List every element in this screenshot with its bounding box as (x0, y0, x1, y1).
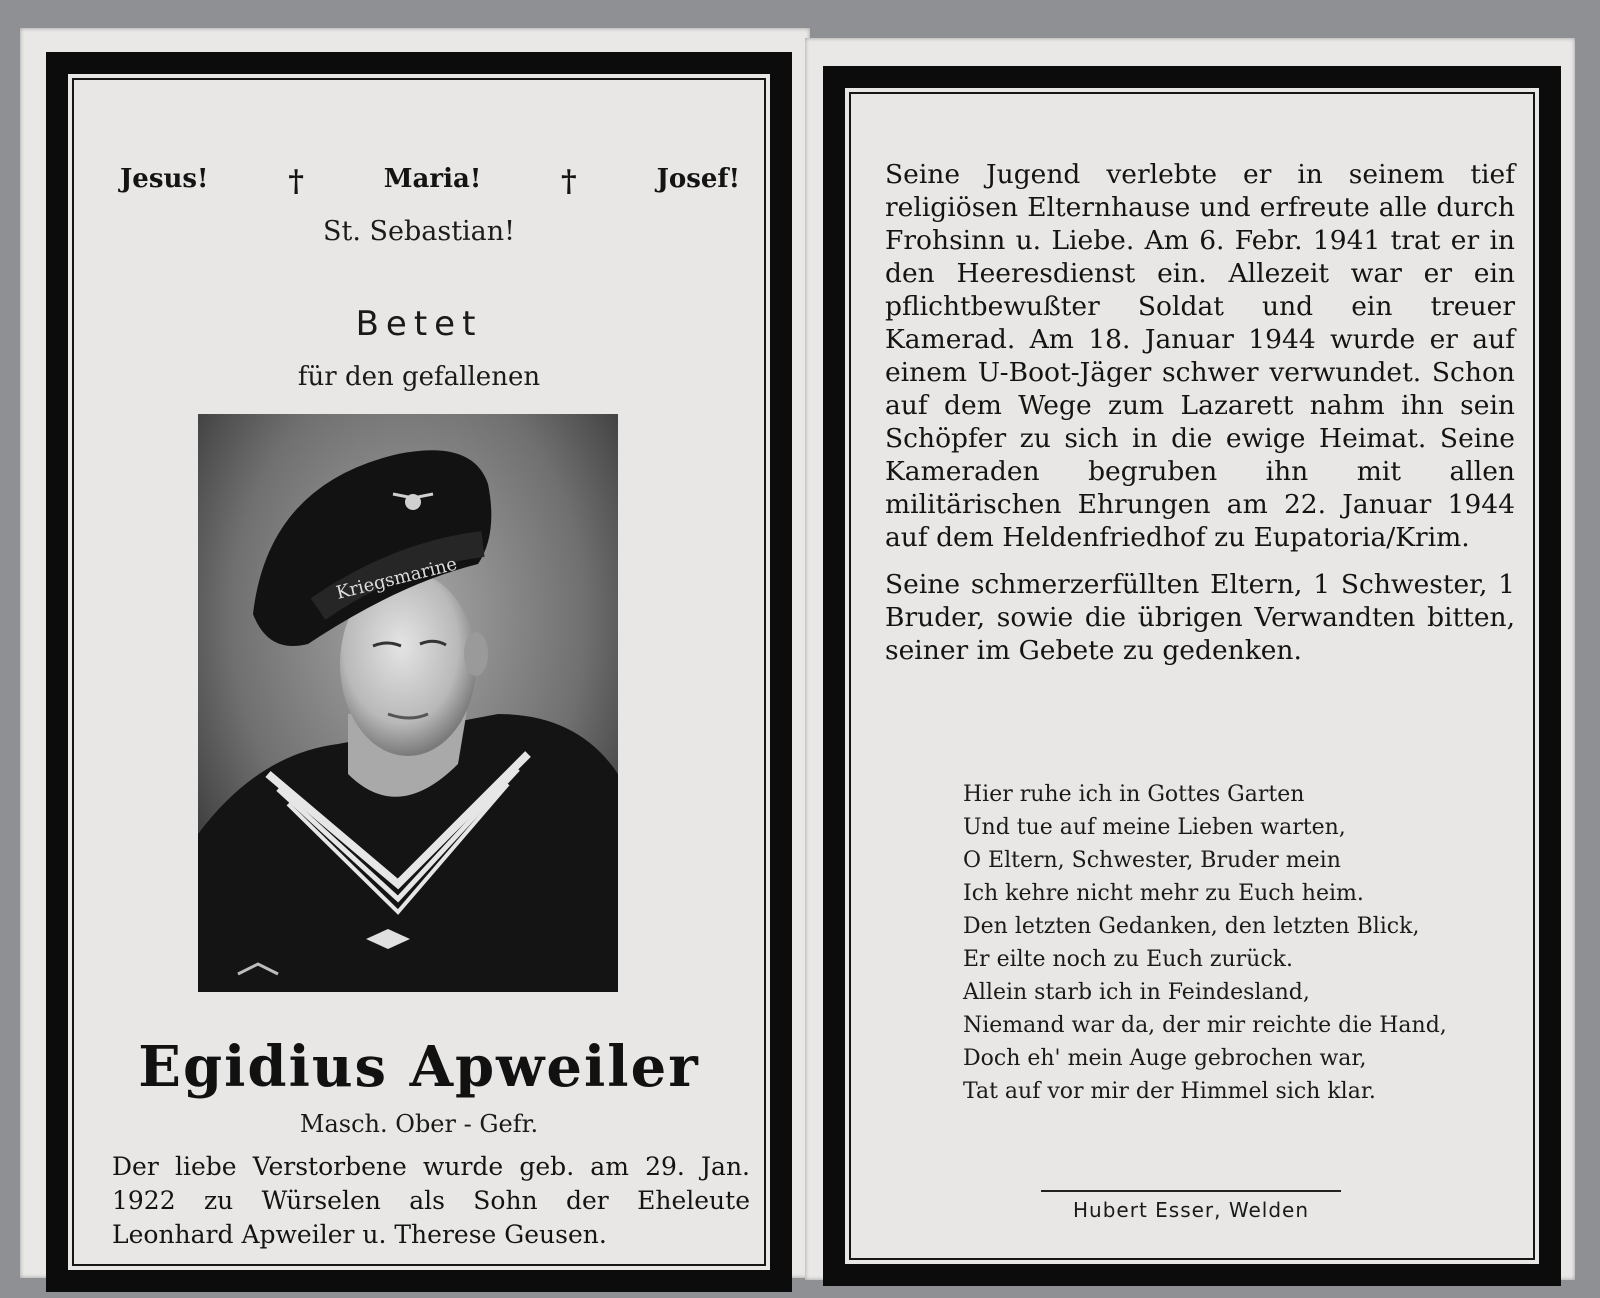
poem-line: Allein starb ich in Feindesland, (963, 980, 1310, 1005)
poem-line: Den letzten Gedanken, den letzten Blick, (963, 914, 1420, 939)
left-mourning-frame (46, 52, 792, 1292)
poem-line: O Eltern, Schwester, Bruder mein (963, 848, 1341, 873)
poem-line: Ich kehre nicht mehr zu Euch heim. (963, 881, 1364, 906)
family-paragraph: Seine schmerzerfüllten Eltern, 1 Schwester, 1 Bruder, sowie die übrigen Verwandten bitten, seiner im Gebete zu gedenken. (885, 569, 1515, 666)
cross-icon: † (288, 164, 304, 199)
deceased-name: Egidius Apweiler (138, 1034, 700, 1100)
printer-credit: Hubert Esser, Welden (1073, 1198, 1309, 1222)
saint-line: St. Sebastian! (322, 216, 516, 247)
poem-line: Tat auf vor mir der Himmel sich klar. (963, 1079, 1376, 1104)
sailor-portrait-image (198, 414, 618, 992)
poem-line: Doch eh' mein Auge gebrochen war, (963, 1046, 1367, 1071)
left-card (20, 28, 810, 1278)
biography (885, 158, 1515, 681)
biography-paragraph: Seine Jugend verlebte er in seinem tief religiösen Elternhause und erfreute alle durch Frohsinn u. Liebe. Am 6. Febr. 1941 trat er in den Heeresdienst ein. Allezeit war er ein pflichtbewußter Soldat und ein treuer Kamerad. Am 18. Januar 1944 wurde er auf einem U-Boot-Jäger schwer verwundet. Schon auf dem Wege zum Lazarett nahm ihn sein Schöpfer zu sich in die ewige Heimat. Seine Kameraden begruben ihn mit allen militärischen Ehrungen am 22. Januar 1944 auf dem Heldenfriedhof zu Eupatoria/Krim. (885, 159, 1515, 553)
cross-icon: † (561, 164, 577, 199)
right-card (805, 38, 1575, 1280)
invocation-jesus: Jesus! (120, 164, 209, 194)
poem-line: Niemand war da, der mir reichte die Hand, (963, 1013, 1447, 1038)
printer-divider (1041, 1190, 1341, 1192)
right-mourning-frame (823, 66, 1561, 1286)
invocation-josef: Josef! (656, 164, 740, 194)
birth-text: Der liebe Verstorbene wurde geb. am 29. Jan. 1922 zu Würselen als Sohn der Eheleute Leonhard Apweiler u. Therese Geusen. (112, 1152, 750, 1249)
betet-heading: Betet (355, 304, 483, 344)
memorial-poem (963, 778, 1447, 1108)
portrait-photo (198, 414, 618, 992)
fuer-den-gefallenen: für den gefallenen (297, 362, 541, 392)
poem-line: Er eilte noch zu Euch zurück. (963, 947, 1293, 972)
invocation-line (68, 164, 770, 199)
poem-line: Und tue auf meine Lieben warten, (963, 815, 1346, 840)
cap-ribbon-text: Kriegsmarine (334, 553, 460, 604)
poem-line: Hier ruhe ich in Gottes Garten (963, 782, 1305, 807)
invocation-maria: Maria! (383, 164, 482, 194)
military-rank: Masch. Ober - Gefr. (299, 1110, 539, 1138)
